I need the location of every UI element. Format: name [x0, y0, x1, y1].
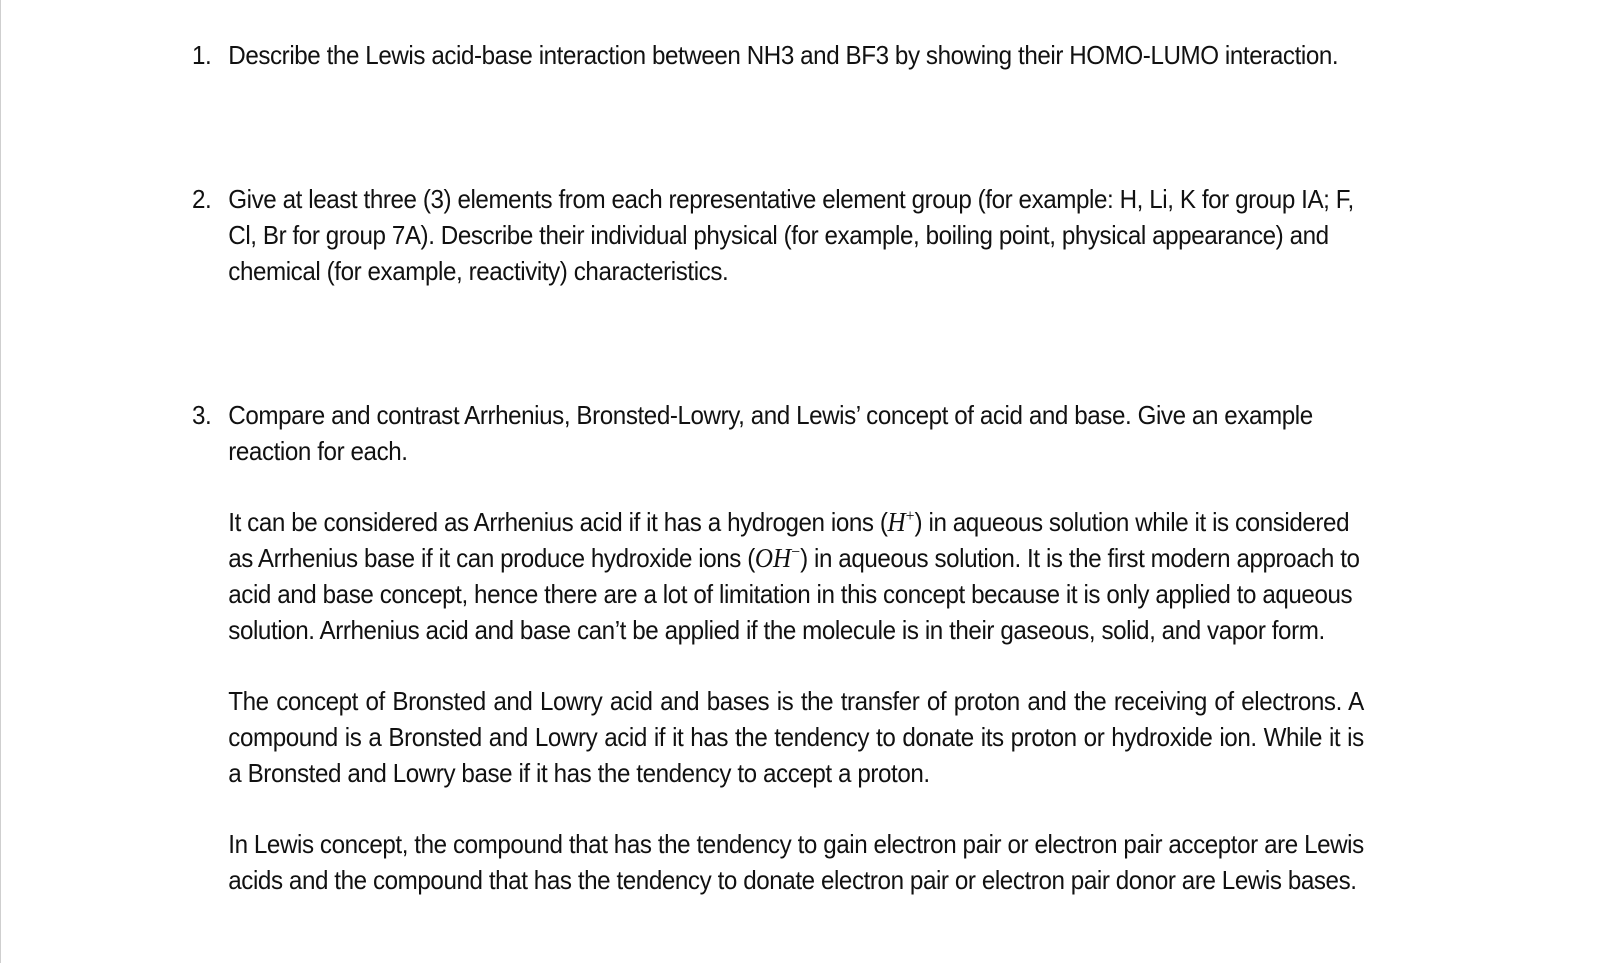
question-number: 2.	[192, 184, 212, 214]
question-2	[192, 181, 1364, 289]
question-number: 3.	[192, 400, 212, 430]
question-3	[192, 397, 1364, 898]
hydroxide-ion-charge: −	[791, 542, 801, 561]
arrhenius-text-2: ) in aqueous solution while it is considered as Arrhenius base if it can produce hydroxide ions (	[228, 507, 1350, 573]
answer-arrhenius-paragraph	[228, 504, 1364, 648]
document-body	[192, 37, 1364, 898]
arrhenius-text-3: ) in aqueous solution. It is the first modern approach to acid and base concept, hence there are a lot of limitation in this concept because it is only applied to aqueous solution. Arrhenius acid and base can’t be applied if the molecule is in their gaseous, solid, and vapor form.	[228, 543, 1360, 645]
hydrogen-ion-charge: +	[905, 506, 915, 525]
answer-bronsted-lowry-paragraph: The concept of Bronsted and Lowry acid and bases is the transfer of proton and the receiving of electrons. A compound is a Bronsted and Lowry acid if it has the tendency to donate its proton or hydroxide ion. While it is a Bronsted and Lowry base if it has the tendency to accept a proton.	[228, 686, 1364, 788]
hydrogen-ion-symbol: H	[887, 507, 906, 537]
question-number: 1.	[192, 40, 212, 70]
question-text: Describe the Lewis acid-base interaction between NH3 and BF3 by showing their HOMO-LUMO interaction.	[228, 40, 1339, 70]
arrhenius-text-1: It can be considered as Arrhenius acid if it has a hydrogen ions (	[228, 507, 888, 537]
answer-lewis-paragraph: In Lewis concept, the compound that has the tendency to gain electron pair or electron pair acceptor are Lewis acids and the compound that has the tendency to donate electron pair or electron pair donor are Lewis bases.	[228, 829, 1364, 895]
question-text: Give at least three (3) elements from each representative element group (for example: H, Li, K for group IA; F, Cl, Br for group 7A). Describe their individual physical (for example, boiling point, physical appearance) and chemical (for example, reactivity) characteristics.	[228, 184, 1354, 286]
hydrogen-ion-formula	[887, 507, 914, 537]
hydroxide-ion-formula	[755, 543, 800, 573]
hydroxide-ion-symbol: OH	[754, 543, 792, 573]
question-1	[192, 37, 1364, 73]
question-text: Compare and contrast Arrhenius, Bronsted-Lowry, and Lewis’ concept of acid and base. Give an example reaction for each.	[228, 400, 1313, 466]
